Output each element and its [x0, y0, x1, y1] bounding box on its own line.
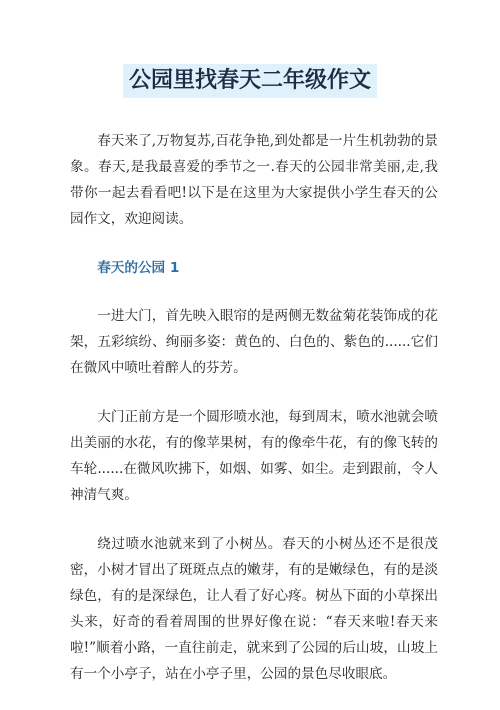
title-area — [0, 64, 500, 98]
page-title: 公园里找春天二年级作文 — [123, 64, 377, 98]
section-heading: 春天的公园 1 — [97, 260, 180, 276]
article-body — [70, 128, 438, 710]
body-paragraph-1: 一进大门，首先映入眼帘的是两侧无数盆菊花装饰成的花架，五彩缤纷、绚丽多姿：黄色的、白色的、紫色的......它们在微风中喷吐着醉人的芬芳。 — [70, 308, 438, 376]
body-paragraph-2: 大门正前方是一个圆形喷水池，每到周末，喷水池就会喷出美丽的水花，有的像苹果树，有的像牵牛花，有的像飞转的车轮......在微风吹拂下，如烟、如雾、如尘。走到跟前，令人神清气爽。 — [70, 409, 438, 503]
body-paragraph-3: 绕过喷水池就来到了小树丛。春天的小树丛还不是很茂密，小树才冒出了斑斑点点的嫩芽，有的是嫩绿色，有的是淡绿色，有的是深绿色，让人看了好心疼。树丛下面的小草探出头来，好奇的看着周围的世界好像在说：“春天来啦!春天来啦!”顺着小路，一直往前走，就来到了公园的后山坡，山坡上有一个小亭子，站在小亭子里，公园的景色尽收眼底。 — [70, 536, 438, 682]
intro-paragraph: 春天来了,万物复苏,百花争艳,到处都是一片生机勃勃的景象。春天,是我最喜爱的季节之一.春天的公园非常美丽,走,我带你一起去看看吧!以下是在这里为大家提供小学生春天的公园作文，欢迎阅读。 — [70, 133, 438, 227]
